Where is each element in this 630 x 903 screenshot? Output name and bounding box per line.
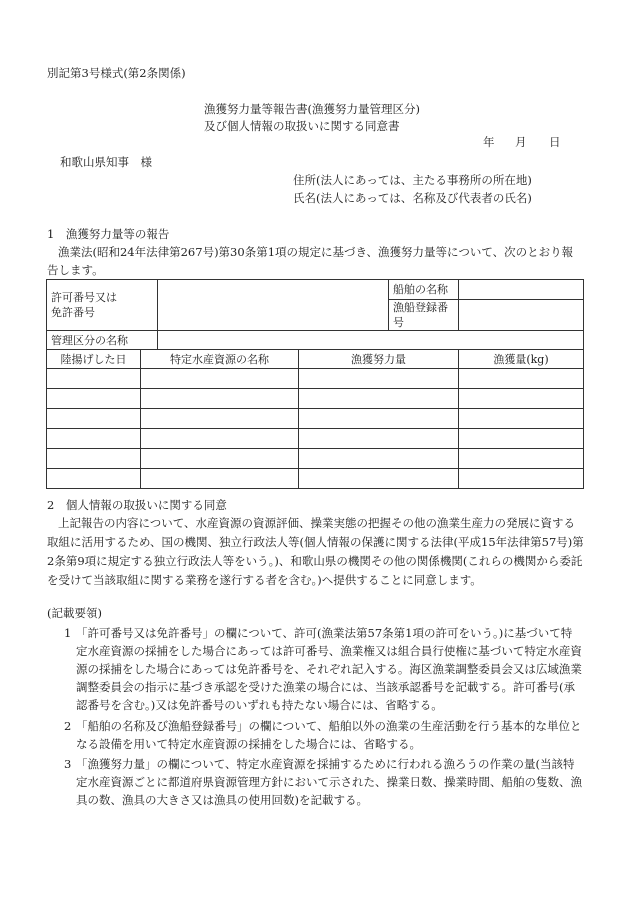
table-row [47, 469, 584, 489]
date-month-label: 月 [515, 135, 527, 149]
catch-cell[interactable] [459, 469, 584, 489]
form-number: 別記第3号様式(第2条関係) [47, 66, 186, 80]
document-title-line2: 及び個人情報の取扱いに関する同意書 [204, 119, 400, 133]
date-year-label: 年 [483, 135, 495, 149]
landing-date-cell[interactable] [47, 409, 141, 429]
col-header-landing-date: 陸揚げした日 [47, 350, 141, 369]
effort-cell[interactable] [299, 449, 459, 469]
landing-date-cell[interactable] [47, 389, 141, 409]
section1-body: 漁業法(昭和24年法律第267号)第30条第1項の規定に基づき、漁獲努力量等について、次のとおり報告します。 [47, 245, 574, 277]
col-header-catch: 漁獲量(kg) [459, 350, 584, 369]
section1-heading: 1 漁獲努力量等の報告 [47, 227, 170, 241]
name-label: 氏名(法人にあっては、名称及び代表者の氏名) [293, 191, 532, 205]
note-number: 1 [64, 626, 72, 640]
section2-body: 上記報告の内容について、水産資源の資源評価、操業実態の把握その他の漁業生産力の発展に資する取組に活用するため、国の機関、独立行政法人等(個人情報の保護に関する法律(平成15年法律第57号)第2条第9項に規定する独立行政法人等をいう。)、和歌山県の機関その他の関係機関(これらの機関から委託を受けて当該取組に関する業務を遂行する者を含む。)へ提供することに同意します。 [47, 516, 584, 587]
resource-name-cell[interactable] [141, 409, 299, 429]
note-item: 「漁獲努力量」の欄について、特定水産資源を採捕するために行われる漁ろうの作業の量(当該特定水産資源ごとに都道府県資源管理方針において示された、操業日数、操業時間、船舶の隻数、漁具の数、漁具の大きさ又は漁具の使用回数)を記載する。 [76, 757, 582, 807]
catch-cell[interactable] [459, 389, 584, 409]
notes-heading: (記載要領) [47, 606, 102, 620]
table-row [47, 389, 584, 409]
addressee: 和歌山県知事 様 [60, 155, 152, 169]
note-item: 「船舶の名称及び漁船登録番号」の欄について、船舶以外の漁業の生産活動を行う基本的な単位となる設備を用いて特定水産資源の採捕をした場合には、省略する。 [76, 719, 582, 751]
section2-heading: 2 個人情報の取扱いに関する同意 [47, 498, 227, 512]
table-row [47, 369, 584, 389]
effort-cell[interactable] [299, 409, 459, 429]
resource-name-cell[interactable] [141, 449, 299, 469]
mgmt-category-label: 管理区分の名称 [47, 331, 158, 350]
vessel-name-label: 船舶の名称 [389, 280, 459, 300]
landing-date-cell[interactable] [47, 429, 141, 449]
report-table [46, 279, 584, 489]
date-day-label: 日 [549, 135, 561, 149]
note-item: 「許可番号又は免許番号」の欄について、許可(漁業法第57条第1項の許可をいう。)に基づいて特定水産資源の採捕をした場合にあっては許可番号、漁業権又は組合員行使権に基づいて特定水産資源の採捕をした場合にあっては免許番号を、それぞれ記入する。海区漁業調整委員会又は広域漁業調整委員会の指示に基づき承認を受けた漁業の場合には、当該承認番号を記載する。許可番号(承認番号を含む。)又は免許番号のいずれも持たない場合には、省略する。 [76, 626, 582, 712]
note-number: 2 [64, 719, 72, 733]
document-title-line1: 漁獲努力量等報告書(漁獲努力量管理区分) [204, 102, 420, 116]
table-row [47, 449, 584, 469]
resource-name-cell[interactable] [141, 469, 299, 489]
effort-cell[interactable] [299, 369, 459, 389]
table-row [47, 409, 584, 429]
col-header-resource-name: 特定水産資源の名称 [141, 350, 299, 369]
catch-cell[interactable] [459, 409, 584, 429]
vessel-reg-label: 漁船登録番号 [389, 300, 459, 331]
landing-date-cell[interactable] [47, 469, 141, 489]
permit-number-label: 許可番号又は 免許番号 [47, 280, 158, 331]
table-row [47, 429, 584, 449]
col-header-effort: 漁獲努力量 [299, 350, 459, 369]
effort-cell[interactable] [299, 469, 459, 489]
resource-name-cell[interactable] [141, 389, 299, 409]
effort-cell[interactable] [299, 429, 459, 449]
vessel-name-cell[interactable] [459, 280, 584, 300]
mgmt-category-cell[interactable] [158, 331, 584, 350]
catch-cell[interactable] [459, 449, 584, 469]
landing-date-cell[interactable] [47, 369, 141, 389]
permit-number-cell[interactable] [158, 280, 389, 331]
catch-cell[interactable] [459, 369, 584, 389]
catch-cell[interactable] [459, 429, 584, 449]
vessel-reg-cell[interactable] [459, 300, 584, 331]
address-label: 住所(法人にあっては、主たる事務所の所在地) [293, 173, 532, 187]
note-number: 3 [64, 757, 72, 771]
effort-cell[interactable] [299, 389, 459, 409]
landing-date-cell[interactable] [47, 449, 141, 469]
resource-name-cell[interactable] [141, 429, 299, 449]
resource-name-cell[interactable] [141, 369, 299, 389]
